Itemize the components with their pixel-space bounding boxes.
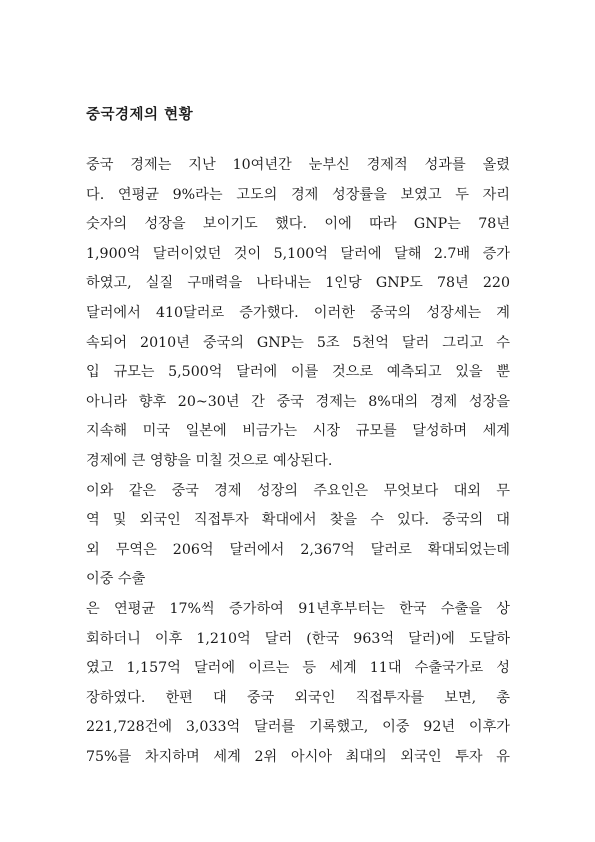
paragraph-line: 중국 경제는 지난 10여년간 눈부신 경제적 성과를 올렸	[86, 157, 510, 173]
section-heading: 중국경제의 현황	[86, 107, 194, 123]
paragraph-line: 회하더니 이후 1,210억 달러 (한국 963억 달러)에 도달하	[86, 630, 510, 647]
paragraph-line: 다. 연평균 9%라는 고도의 경제 성장률을 보였고 두 자리	[86, 186, 510, 203]
paragraph-line: 입 규모는 5,500억 달러에 이를 것으로 예측되고 있을 뿐	[86, 364, 510, 381]
paragraph-line: 이중 수출	[86, 571, 146, 588]
paragraph-line: 75%를 차지하며 세계 2위 아시아 최대의 외국인 투자 유	[86, 748, 510, 765]
paragraph-line: 숫자의 성장을 보이기도 했다. 이에 따라 GNP는 78년	[86, 216, 510, 233]
paragraph-line: 하였고, 실질 구매력을 나타내는 1인당 GNP도 78년 220	[86, 275, 510, 292]
paragraph-line: 221,728건에 3,033억 달러를 기록했고, 이중 92년 이후가	[86, 719, 510, 736]
paragraph-line: 1,900억 달러이었던 것이 5,100억 달러에 달해 2.7배 증가	[86, 245, 510, 262]
paragraph-line: 속되어 2010년 중국의 GNP는 5조 5천억 달러 그리고 수	[86, 334, 510, 351]
paragraph-line: 장하였다. 한편 대 중국 외국인 직접투자를 보면, 총	[86, 689, 510, 706]
paragraph-line: 지속해 미국 일본에 비금가는 시장 규모를 달성하며 세계	[86, 423, 510, 440]
paragraph-line: 아니라 향후 20~30년 간 중국 경제는 8%대의 경제 성장을	[86, 393, 510, 410]
paragraph-line: 은 연평균 17%씩 증가하여 91년후부터는 한국 수출을 상	[86, 600, 510, 617]
paragraph-line: 이와 같은 중국 경제 성장의 주요인은 무엇보다 대외 무	[86, 482, 510, 499]
body-text	[86, 151, 510, 772]
paragraph-line: 였고 1,157억 달러에 이르는 등 세계 11대 수출국가로 성	[86, 660, 510, 677]
paragraph-line: 경제에 큰 영향을 미칠 것으로 예상된다.	[86, 452, 333, 469]
paragraph-line: 외 무역은 206억 달러에서 2,367억 달러로 확대되었는데	[86, 541, 510, 558]
paragraph-line: 달러에서 410달러로 증가했다. 이러한 중국의 성장세는 계	[86, 304, 510, 321]
paragraph-line: 역 및 외국인 직접투자 확대에서 찾을 수 있다. 중국의 대	[86, 512, 510, 529]
